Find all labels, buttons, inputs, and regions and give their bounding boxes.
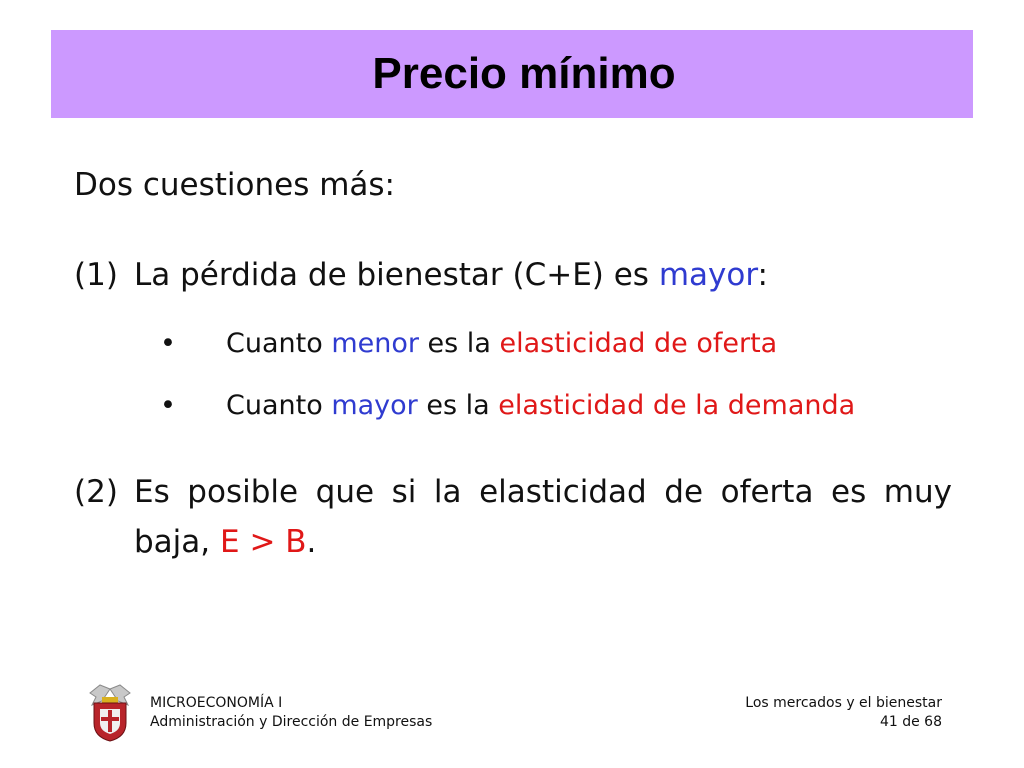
university-crest-icon <box>82 683 138 743</box>
item-1 <box>74 258 954 292</box>
item-2-number: (2) <box>74 474 118 510</box>
bullet-2-blue: mayor <box>331 390 418 421</box>
bullet-1-text <box>226 328 777 359</box>
bullet-dot: • <box>160 390 176 421</box>
item-2-text <box>134 468 952 567</box>
footer-page-number: 41 de 68 <box>879 714 942 730</box>
bullet-item-2 <box>160 390 855 421</box>
item-2 <box>74 468 954 567</box>
slide-title: Precio mínimo <box>372 49 676 98</box>
item-2-text-a: Es posible que si la elasticidad de oferta es muy baja, <box>134 474 952 560</box>
footer-right <box>745 694 942 732</box>
title-bar <box>51 30 973 118</box>
bullet-2-mid: es la <box>417 390 499 421</box>
bullet-2-pre: Cuanto <box>226 390 332 421</box>
item-1-number: (1) <box>74 257 118 293</box>
intro-text: Dos cuestiones más: <box>74 167 396 203</box>
bullet-item-1 <box>160 328 777 359</box>
item-1-highlight: mayor <box>658 257 758 293</box>
footer-course: MICROECONOMÍA I <box>150 695 283 711</box>
footer-topic: Los mercados y el bienestar <box>745 695 942 711</box>
item-2-highlight: E > B <box>220 523 307 560</box>
bullet-2-red: elasticidad de la demanda <box>498 390 856 421</box>
bullet-2-text <box>226 390 855 421</box>
footer-left <box>150 694 432 732</box>
item-1-text-b: : <box>757 257 768 293</box>
bullet-1-mid: es la <box>418 328 500 359</box>
bullet-1-red: elasticidad de oferta <box>499 328 778 359</box>
bullet-1-blue: menor <box>331 328 419 359</box>
item-1-text <box>134 258 768 292</box>
footer-degree: Administración y Dirección de Empresas <box>150 714 433 730</box>
item-2-text-b: . <box>306 523 317 560</box>
item-1-text-a: La pérdida de bienestar (C+E) es <box>134 257 659 293</box>
bullet-1-pre: Cuanto <box>226 328 332 359</box>
bullet-dot: • <box>160 328 176 359</box>
